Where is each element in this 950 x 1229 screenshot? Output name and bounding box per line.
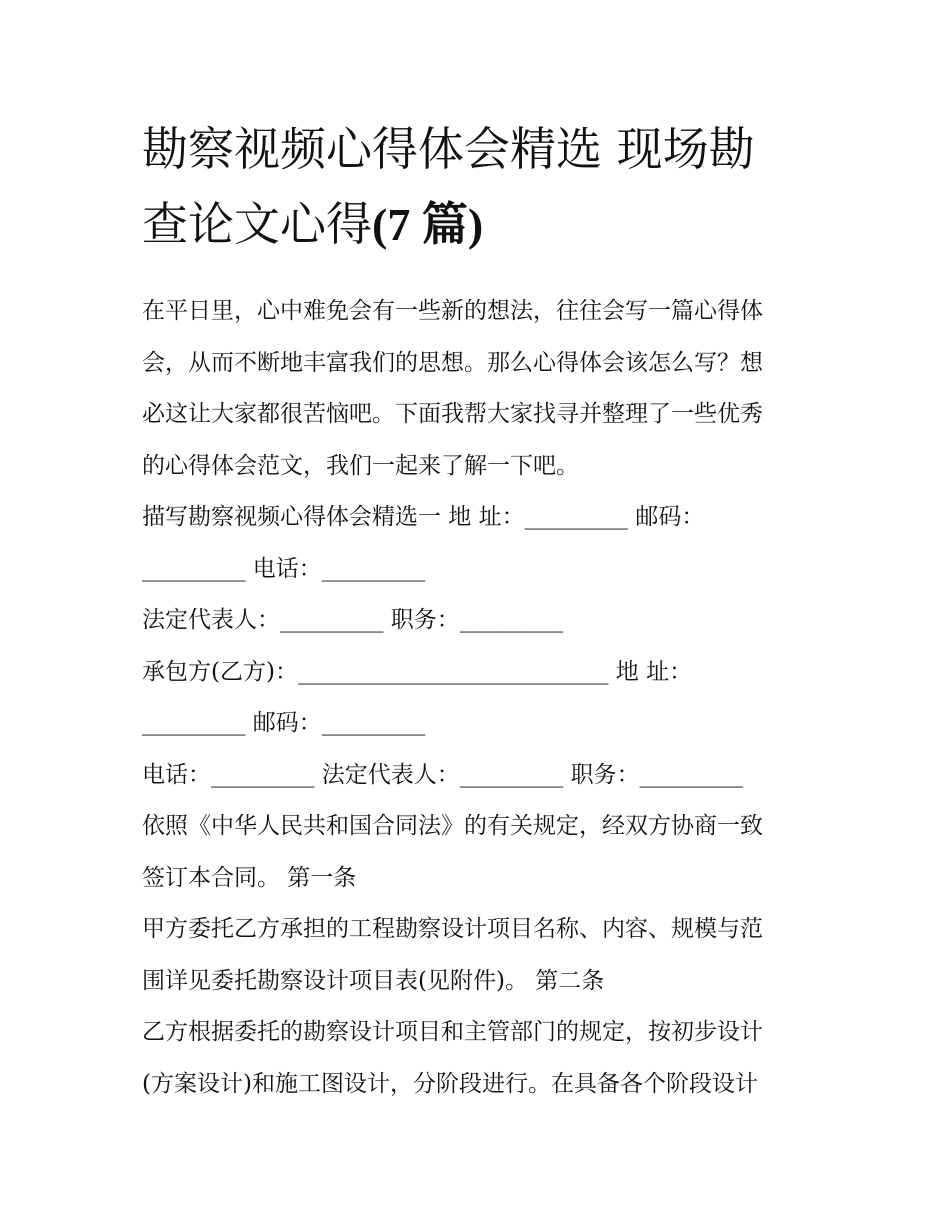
text-line: _________ 电话：_________: [142, 555, 426, 582]
document-page: [142, 112, 814, 1110]
text-line: 法定代表人：_________ 职务：_________: [142, 607, 564, 633]
text-line: 围详见委托勘察设计项目表(见附件)。 第二条: [142, 967, 605, 994]
document-title: [142, 112, 814, 262]
text-line: 描写勘察视频心得体会精选一 地 址：_________ 邮码：: [142, 504, 705, 530]
text-line: _________ 邮码：_________: [142, 710, 426, 736]
text-line: 甲方委托乙方承担的工程勘察设计项目名称、内容、规模与范: [142, 916, 763, 942]
text-line: 会，从而不断地丰富我们的思想。那么心得体会该怎么写？想: [142, 349, 763, 376]
title-line-1: 勘察视频心得体会精选 现场勘: [142, 122, 755, 176]
title-line-2: [142, 187, 814, 262]
text-line: 乙方根据委托的勘察设计项目和主管部门的规定，按初步设计: [142, 1019, 763, 1045]
text-line: 的心得体会范文，我们一起来了解一下吧。: [142, 452, 579, 479]
text-line: 必这让大家都很苦恼吧。下面我帮大家找寻并整理了一些优秀: [142, 401, 763, 427]
text-line: 签订本合同。 第一条: [142, 864, 357, 891]
title-count: (7 篇): [372, 199, 484, 250]
text-line: (方案设计)和施工图设计，分阶段进行。在具备各个阶段设计: [142, 1070, 758, 1097]
text-line: 在平日里，心中难免会有一些新的想法，往往会写一篇心得体: [142, 298, 763, 324]
title-line-2-text: 查论文心得: [142, 197, 372, 251]
text-line: 依照《中华人民共和国合同法》的有关规定，经双方协商一致: [142, 813, 763, 839]
body-text: [142, 286, 814, 1110]
text-line: 电话：_________ 法定代表人：_________ 职务：_________: [142, 761, 744, 788]
text-line: 承包方(乙方)：___________________________ 地 址：: [142, 658, 693, 685]
